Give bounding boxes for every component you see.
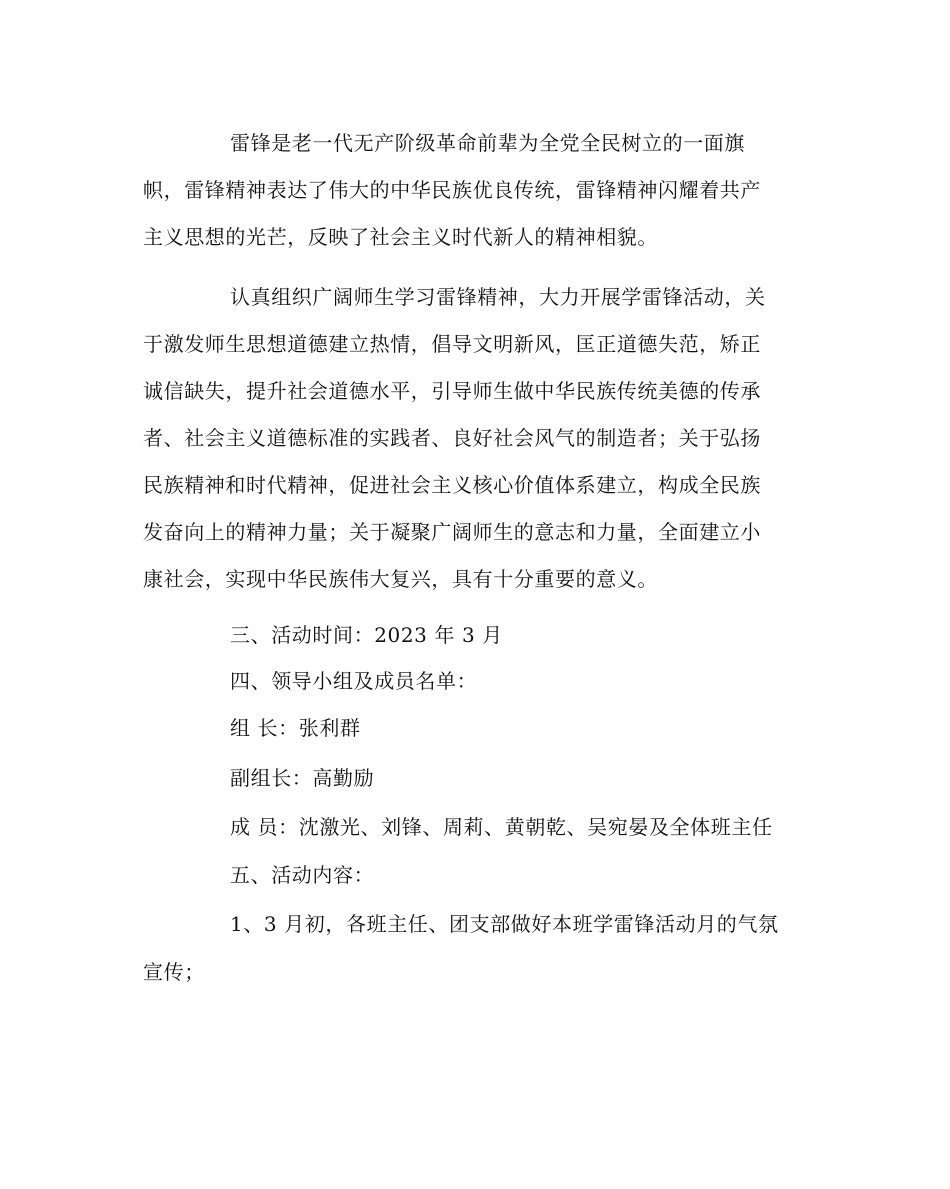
paragraph-1-line-2: 帜，雷锋精神表达了伟大的中华民族优良传统，雷锋精神闪耀着共产 <box>143 178 761 202</box>
section-five-heading: 五、活动内容： <box>230 863 375 887</box>
paragraph-2-line-4: 者、社会主义道德标准的实践者、良好社会风气的制造者；关于弘扬 <box>143 426 761 450</box>
paragraph-1-line-1: 雷锋是老一代无产阶级革命前辈为全党全民树立的一面旗 <box>230 131 745 155</box>
leader-line: 组 长：张利群 <box>230 716 361 740</box>
item-one-line-1: 1、3 月初，各班主任、团支部做好本班学雷锋活动月的气氛 <box>230 912 779 936</box>
section-three-heading: 三、活动时间：2023 年 3 月 <box>230 623 503 647</box>
paragraph-2-line-7: 康社会，实现中华民族伟大复兴，具有十分重要的意义。 <box>143 567 658 591</box>
paragraph-2-line-1: 认真组织广阔师生学习雷锋精神，大力开展学雷锋活动，关 <box>230 285 766 309</box>
members-line: 成 员：沈激光、刘锋、周莉、黄朝乾、吴宛晏及全体班主任 <box>230 815 773 839</box>
item-one-line-2: 宣传； <box>143 960 205 984</box>
paragraph-2-line-2: 于激发师生思想道德建立热情，倡导文明新风，匡正道德失范，矫正 <box>143 332 761 356</box>
paragraph-2-line-6: 发奋向上的精神力量；关于凝聚广阔师生的意志和力量，全面建立小 <box>143 520 761 544</box>
section-four-heading: 四、领导小组及成员名单： <box>230 669 478 693</box>
paragraph-2-line-3: 诚信缺失，提升社会道德水平，引导师生做中华民族传统美德的传承 <box>143 379 761 403</box>
paragraph-1-line-3: 主义思想的光芒，反映了社会主义时代新人的精神相貌。 <box>143 225 658 249</box>
deputy-leader-line: 副组长：高勤励 <box>230 766 375 790</box>
paragraph-2-line-5: 民族精神和时代精神，促进社会主义核心价值体系建立，构成全民族 <box>143 473 761 497</box>
